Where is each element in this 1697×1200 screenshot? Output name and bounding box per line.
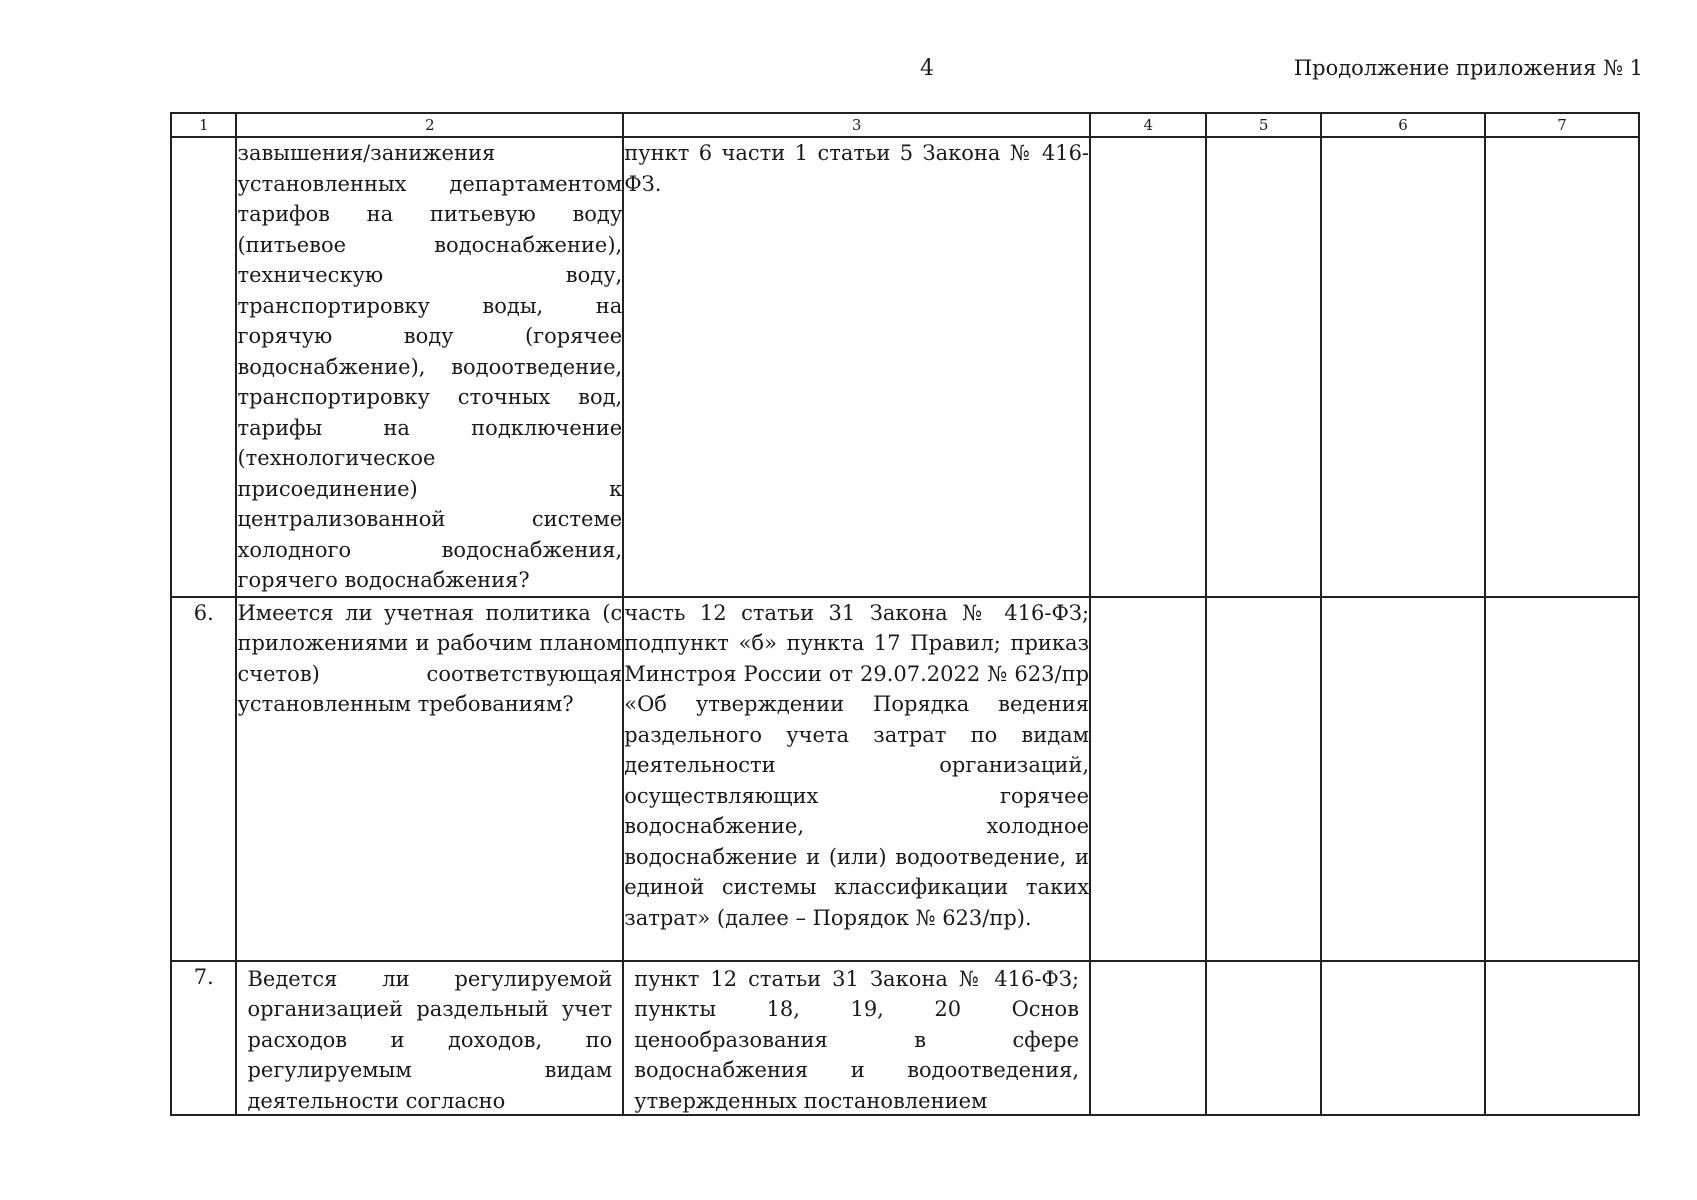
empty-cell [1090,137,1206,597]
question-cell: завышения/занижения установленных департаментом тарифов на питьевую воду (питьевое водоснабжение), техническую воду, транспортировку воды, на горячую воду (горячее водоснабжение), водоотведение, транспортировку сточных вод, тарифы на подключение (технологическое присоединение) к централизованной системе холодного водоснабжения, горячего водоснабжения? [236,137,623,597]
empty-cell [1090,961,1206,1115]
table-row [171,961,1639,1115]
empty-cell [1321,961,1485,1115]
table-row [171,597,1639,961]
question-cell: Ведется ли регулируемой организацией раздельный учет расходов и доходов, по регулируемым видам деятельности согласно [247,966,613,1113]
column-number-row [171,113,1639,137]
table-row [171,137,1639,597]
checklist-table [170,112,1640,1116]
column-number: 5 [1206,113,1320,137]
legal-basis-cell: часть 12 статьи 31 Закона № 416-ФЗ; подпункт «б» пункта 17 Правил; приказ Минстроя России от 29.07.2022 № 623/пр «Об утверждении Порядка ведения раздельного учета затрат по видам деятельности организаций, осуществляющих горячее водоснабжение, холодное водоснабжение и (или) водоотведение, и единой системы классификации таких затрат» (далее – Порядок № 623/пр). [623,597,1090,961]
column-number: 2 [236,113,623,137]
empty-cell [1485,597,1639,961]
column-number: 4 [1090,113,1206,137]
empty-cell [1206,137,1320,597]
legal-basis-cell: пункт 6 части 1 статьи 5 Закона № 416-ФЗ. [623,137,1090,597]
empty-cell [1321,137,1485,597]
column-number: 3 [623,113,1090,137]
empty-cell [1485,137,1639,597]
column-number: 7 [1485,113,1639,137]
question-cell-wrapper [236,961,623,1115]
row-number [171,137,236,597]
column-number: 1 [171,113,236,137]
empty-cell [1321,597,1485,961]
appendix-continuation-note: Продолжение приложения № 1 [1293,56,1643,80]
empty-cell [1090,597,1206,961]
row-number: 7. [171,961,236,1115]
row-number: 6. [171,597,236,961]
legal-basis-cell-wrapper [623,961,1090,1115]
empty-cell [1485,961,1639,1115]
legal-basis-cell: пункт 12 статьи 31 Закона № 416-ФЗ; пункты 18, 19, 20 Основ ценообразования в сфере водоснабжения и водоотведения, утвержденных постановлением [634,966,1080,1113]
question-cell: Имеется ли учетная политика (с приложениями и рабочим планом счетов) соответствующая установленным требованиям? [236,597,623,961]
empty-cell [1206,597,1320,961]
page-number: 4 [920,56,934,81]
empty-cell [1206,961,1320,1115]
column-number: 6 [1321,113,1485,137]
